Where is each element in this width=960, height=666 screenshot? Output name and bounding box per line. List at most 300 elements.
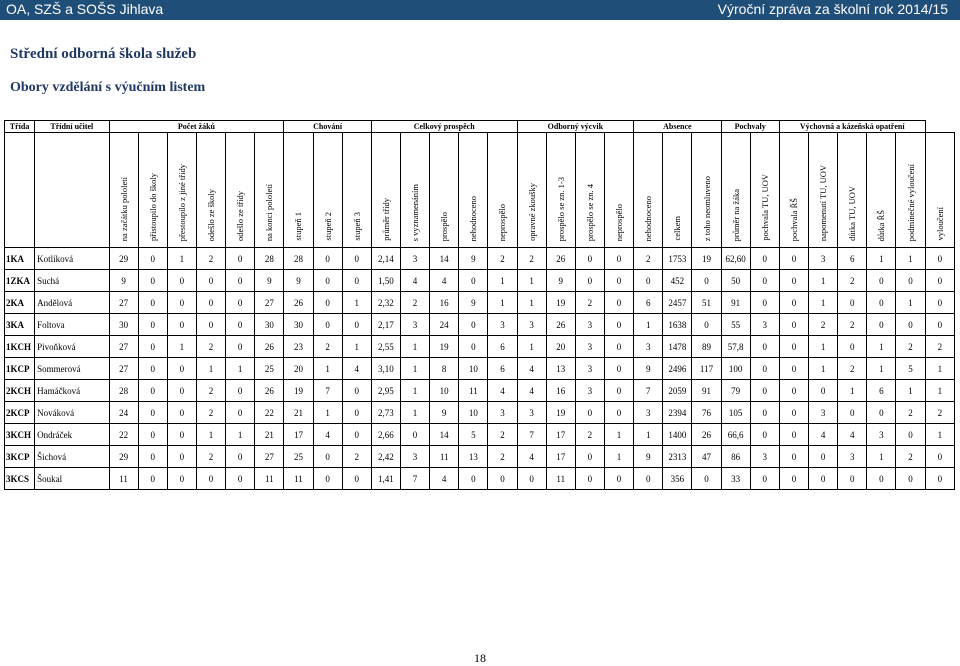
table-cell: 0 [779,468,808,490]
table-cell: 0 [838,402,867,424]
sub-header-label: stupeň 1 [293,212,304,241]
sub-header-label: celkem [672,216,683,241]
table-row [5,424,955,446]
table-cell: 1 [226,358,255,380]
table-cell: 0 [634,468,663,490]
table-cell: 0 [226,336,255,358]
table-body [5,248,955,490]
class-code: 2KA [5,292,35,314]
table-cell: 26 [546,248,575,270]
table-cell: 1478 [663,336,692,358]
table-cell: 100 [721,358,750,380]
table-cell: 16 [546,380,575,402]
sub-header [750,133,779,248]
table-cell: 117 [692,358,721,380]
table-cell: 3 [809,248,838,270]
table-cell: 2313 [663,446,692,468]
table-cell: 0 [867,314,896,336]
table-cell: 1 [400,402,429,424]
sub-header [925,133,954,248]
table-cell: 30 [255,314,284,336]
table-cell: 2 [196,380,225,402]
table-cell: 0 [604,314,633,336]
table-cell: 0 [779,292,808,314]
table-cell: 0 [634,270,663,292]
table-cell: 1 [925,424,954,446]
table-cell: 1 [400,380,429,402]
table-cell: 66,6 [721,424,750,446]
table-cell: 105 [721,402,750,424]
table-cell: 4 [400,270,429,292]
table-cell: 1 [488,292,517,314]
table-cell: 2 [488,424,517,446]
table-cell: 27 [109,358,138,380]
table-cell: 0 [313,314,342,336]
table-cell: 26 [255,336,284,358]
sub-header-row [5,133,955,248]
table-cell: 2,14 [371,248,400,270]
table-cell: 2 [809,314,838,336]
table-cell: 0 [838,468,867,490]
sub-header [546,133,575,248]
table-cell: 26 [255,380,284,402]
table-cell: 1638 [663,314,692,336]
table-cell: 0 [138,424,167,446]
group-header: Pochvaly [721,121,779,133]
table-cell: 11 [255,468,284,490]
table-row [5,270,955,292]
table-cell: 6 [488,336,517,358]
sub-header [371,133,400,248]
table-cell: 0 [226,270,255,292]
table-cell: 23 [284,336,313,358]
sub-header [488,133,517,248]
table-cell: 28 [284,248,313,270]
table-cell: 17 [546,424,575,446]
table-cell: 0 [196,270,225,292]
table-cell: 27 [255,292,284,314]
table-cell: 13 [546,358,575,380]
class-teacher: Nováková [35,402,109,424]
table-cell: 0 [196,468,225,490]
table-cell: 3 [575,336,604,358]
table-cell: 22 [255,402,284,424]
table-cell: 5 [896,358,925,380]
table-cell: 13 [459,446,488,468]
table-cell: 2 [634,248,663,270]
table-cell: 0 [604,248,633,270]
table-cell: 19 [546,402,575,424]
table-cell: 3 [400,314,429,336]
table-cell: 2 [575,292,604,314]
table-cell: 3 [400,446,429,468]
group-header: Třídní učitel [35,121,109,133]
table-cell: 0 [779,314,808,336]
table-cell: 17 [546,446,575,468]
table-cell: 0 [779,336,808,358]
table-cell: 0 [400,424,429,446]
table-cell: 0 [575,270,604,292]
table-cell: 0 [459,468,488,490]
table-cell: 0 [779,380,808,402]
table-cell: 2 [925,336,954,358]
sub-header [838,133,867,248]
table-cell: 1 [867,248,896,270]
sub-header-label: na začátku pololetí [118,176,129,241]
class-teacher: Sommerová [35,358,109,380]
sub-header [313,133,342,248]
table-cell: 0 [167,424,196,446]
class-code: 3KCS [5,468,35,490]
table-cell: 0 [779,270,808,292]
table-cell: 0 [138,468,167,490]
sub-header-label: stupeň 3 [351,212,362,241]
table-cell: 0 [575,468,604,490]
table-cell: 26 [692,424,721,446]
table-cell: 9 [546,270,575,292]
table-cell: 2,17 [371,314,400,336]
table-cell: 19 [546,292,575,314]
table-cell: 2,55 [371,336,400,358]
table-cell: 28 [109,380,138,402]
table-cell: 0 [925,270,954,292]
table-cell: 0 [750,380,779,402]
table-cell: 3,10 [371,358,400,380]
table-cell: 5 [459,424,488,446]
table-cell: 0 [925,292,954,314]
table-cell: 2,73 [371,402,400,424]
table-cell: 3 [750,314,779,336]
table-cell: 1 [634,424,663,446]
table-row [5,314,955,336]
table-cell: 0 [342,468,371,490]
table-cell: 9 [634,358,663,380]
table-cell: 11 [109,468,138,490]
table-cell: 0 [488,468,517,490]
table-cell: 2,95 [371,380,400,402]
table-cell: 7 [517,424,546,446]
table-cell: 0 [779,358,808,380]
table-cell: 2 [342,446,371,468]
table-cell: 0 [925,314,954,336]
table-cell: 24 [109,402,138,424]
class-teacher: Hamáčková [35,380,109,402]
table-cell: 0 [604,270,633,292]
sub-header-label: opravné zkoušky [526,183,537,241]
table-cell: 2 [400,292,429,314]
table-cell: 11 [459,380,488,402]
table-cell: 1 [342,292,371,314]
table-cell: 0 [750,402,779,424]
blank-subheader [35,133,109,248]
table-cell: 3 [488,402,517,424]
section-title: Střední odborná škola služeb [10,46,197,62]
table-cell: 0 [750,468,779,490]
table-cell: 11 [430,446,459,468]
group-header: Odborný výcvik [517,121,634,133]
table-cell: 1 [896,380,925,402]
table-cell: 0 [167,468,196,490]
class-results-table [4,120,955,490]
table-cell: 2 [488,446,517,468]
table-row [5,292,955,314]
table-cell: 0 [867,402,896,424]
sub-header-label: prospělo se zn. 1-3 [555,176,566,241]
table-cell: 0 [342,402,371,424]
table-cell: 0 [196,314,225,336]
class-code: 1KCP [5,358,35,380]
table-cell: 14 [430,424,459,446]
table-cell: 356 [663,468,692,490]
sub-header [663,133,692,248]
class-code: 3KCP [5,446,35,468]
table-cell: 7 [400,468,429,490]
table-row [5,402,955,424]
table-cell: 2394 [663,402,692,424]
page-header [0,0,960,20]
table-cell: 3 [867,424,896,446]
table-cell: 76 [692,402,721,424]
table-cell: 1 [517,336,546,358]
table-cell: 0 [604,380,633,402]
table-cell: 0 [517,468,546,490]
table-cell: 0 [342,424,371,446]
table-cell: 1 [809,270,838,292]
table-cell: 26 [546,314,575,336]
table-cell: 4 [517,358,546,380]
table-cell: 1 [400,336,429,358]
table-cell: 2 [196,336,225,358]
table-cell: 3 [517,314,546,336]
sub-header [896,133,925,248]
table-cell: 0 [867,292,896,314]
table-row [5,336,955,358]
table-cell: 2 [896,446,925,468]
table-cell: 1 [488,270,517,292]
table-cell: 0 [809,380,838,402]
sub-header-label: z toho neomluveno [701,175,712,241]
table-cell: 1 [925,380,954,402]
table-cell: 3 [575,358,604,380]
table-cell: 1400 [663,424,692,446]
table-cell: 1 [867,446,896,468]
table-cell: 91 [721,292,750,314]
table-cell: 3 [517,402,546,424]
sub-header-label: nehodnoceno [643,195,654,241]
table-cell: 4 [313,424,342,446]
table-cell: 0 [692,314,721,336]
table-cell: 19 [284,380,313,402]
table-cell: 30 [109,314,138,336]
table-cell: 6 [634,292,663,314]
table-cell: 17 [284,424,313,446]
table-cell: 0 [459,270,488,292]
table-cell: 0 [750,336,779,358]
table-cell: 1 [925,358,954,380]
table-cell: 2,32 [371,292,400,314]
table-cell: 0 [313,446,342,468]
table-cell: 1 [226,424,255,446]
sub-header-label: důtka ŘŠ [876,209,887,241]
table-cell: 1 [634,314,663,336]
table-cell: 1 [838,380,867,402]
table-cell: 0 [925,468,954,490]
table-cell: 3 [838,446,867,468]
table-cell: 3 [575,380,604,402]
table-cell: 3 [575,314,604,336]
sub-header-label: přestoupilo z jiné třídy [176,163,187,241]
table-cell: 0 [779,446,808,468]
sub-header-label: stupeň 2 [322,212,333,241]
table-cell: 57,8 [721,336,750,358]
table-cell: 0 [138,358,167,380]
table-cell: 0 [167,292,196,314]
table-cell: 21 [255,424,284,446]
table-cell: 4 [430,468,459,490]
table-cell: 1 [809,336,838,358]
table-cell: 1 [313,402,342,424]
table-cell: 16 [430,292,459,314]
table-cell: 2 [838,314,867,336]
table-row [5,446,955,468]
sub-header [517,133,546,248]
table-cell: 27 [255,446,284,468]
sub-header [779,133,808,248]
table-cell: 10 [459,358,488,380]
table-cell: 0 [226,380,255,402]
table-cell: 4 [809,424,838,446]
table-cell: 0 [604,292,633,314]
table-cell: 47 [692,446,721,468]
table-cell: 0 [313,292,342,314]
table-cell: 3 [750,446,779,468]
table-cell: 7 [313,380,342,402]
table-cell: 1 [400,358,429,380]
table-cell: 2 [196,446,225,468]
table-cell: 0 [896,270,925,292]
table-cell: 1,41 [371,468,400,490]
table-cell: 3 [809,402,838,424]
table-cell: 28 [255,248,284,270]
table-cell: 33 [721,468,750,490]
sub-header-label: důtka TU, UOV [847,186,858,241]
table-row [5,248,955,270]
table-cell: 1 [604,424,633,446]
table-cell: 0 [604,336,633,358]
table-cell: 2 [517,248,546,270]
sub-header [109,133,138,248]
sub-header-label: vyloučení [934,207,945,241]
table-cell: 0 [313,270,342,292]
table-cell: 0 [138,292,167,314]
sub-header [809,133,838,248]
table-cell: 7 [634,380,663,402]
table-cell: 4 [838,424,867,446]
table-cell: 0 [167,314,196,336]
table-cell: 8 [430,358,459,380]
sub-header-label: napomenutí TU, UOV [818,164,829,241]
table-cell: 3 [488,314,517,336]
table-cell: 1 [867,358,896,380]
table-cell: 0 [226,292,255,314]
sub-header [430,133,459,248]
table-cell: 0 [167,270,196,292]
table-cell: 3 [634,336,663,358]
group-header: Absence [634,121,721,133]
table-cell: 9 [430,402,459,424]
group-header-row [5,121,955,133]
table-cell: 1,50 [371,270,400,292]
group-header: Výchovná a kázeňská opatření [779,121,925,133]
table-row [5,358,955,380]
table-cell: 27 [109,292,138,314]
table-cell: 1753 [663,248,692,270]
table-cell: 0 [867,468,896,490]
table-cell: 19 [430,336,459,358]
table-cell: 9 [459,292,488,314]
table-cell: 26 [284,292,313,314]
table-cell: 0 [342,380,371,402]
sub-header-label: odešlo ze třídy [235,190,246,241]
table-cell: 1 [196,424,225,446]
table-cell: 0 [342,314,371,336]
table-cell: 0 [226,402,255,424]
group-header: Počet žáků [109,121,284,133]
table-cell: 2 [838,270,867,292]
sub-header [575,133,604,248]
table-cell: 2 [838,358,867,380]
sub-header-label: s vyznamenáním [410,183,421,241]
table-cell: 0 [750,424,779,446]
table-cell: 1 [517,270,546,292]
table-cell: 1 [896,292,925,314]
class-code: 3KA [5,314,35,336]
table-cell: 0 [167,446,196,468]
table-cell: 1 [517,292,546,314]
table-cell: 0 [226,248,255,270]
table-cell: 6 [488,358,517,380]
sub-header [604,133,633,248]
class-teacher: Foltova [35,314,109,336]
table-cell: 1 [167,248,196,270]
class-teacher: Suchá [35,270,109,292]
table-cell: 0 [226,468,255,490]
table-cell: 1 [867,336,896,358]
table-cell: 9 [459,248,488,270]
sub-header-label: podmínečné vyloučení [905,163,916,241]
sub-header [196,133,225,248]
sub-header [284,133,313,248]
table-cell: 0 [779,402,808,424]
school-name: OA, SZŠ a SOŠS Jihlava [6,1,164,17]
table-cell: 0 [138,270,167,292]
table-cell: 2 [575,424,604,446]
table-cell: 20 [284,358,313,380]
table-cell: 0 [809,446,838,468]
table-cell: 0 [342,270,371,292]
sub-header [226,133,255,248]
table-cell: 0 [138,248,167,270]
table-cell: 27 [109,336,138,358]
table-row [5,380,955,402]
table-cell: 0 [779,248,808,270]
table-cell: 4 [517,380,546,402]
table-cell: 0 [575,402,604,424]
table-cell: 86 [721,446,750,468]
table-cell: 0 [896,424,925,446]
group-header: Celkový prospěch [371,121,517,133]
table-cell: 0 [604,358,633,380]
